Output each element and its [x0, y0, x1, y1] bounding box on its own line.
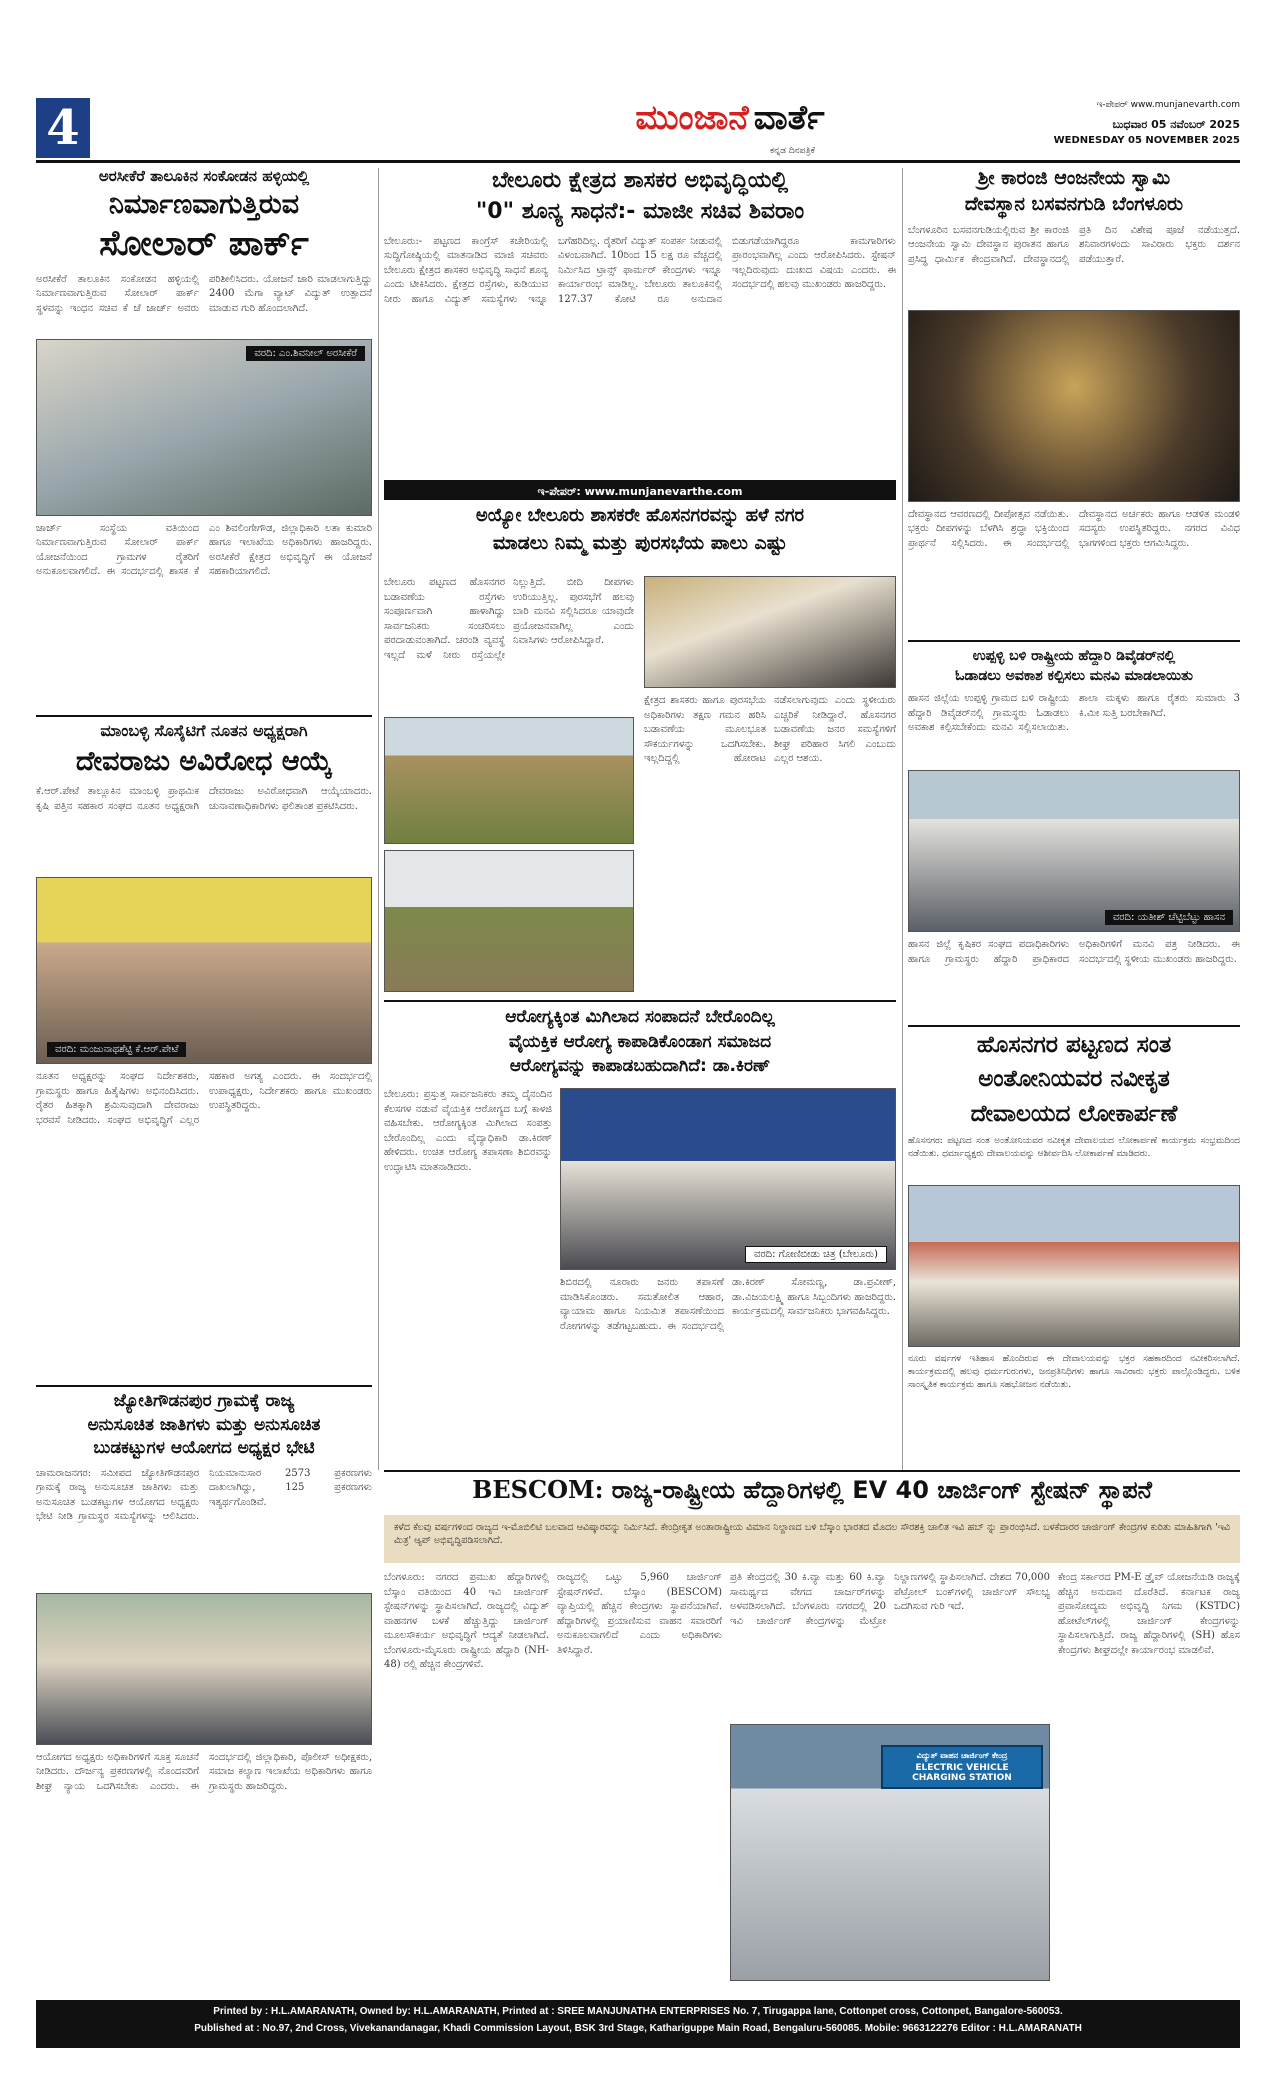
bescom-body-2: ರಾಜ್ಯದಲ್ಲಿ ಒಟ್ಟು 5,960 ಚಾರ್ಜಿಂಗ್ ಸ್ಟೇಷನ್‌ಗಳಿವೆ. ಬೆಸ್ಕಾಂ (BESCOM) ವ್ಯಾಪ್ತಿಯಲ್ಲಿ ಹೆಚ್ಚಿನ ಕೇಂದ್ರಗಳು ಸ್ಥಾಪನೆಯಾಗಿವೆ. ಹೆದ್ದಾರಿಗಳಲ್ಲಿ ಪ್ರಯಾಣಿಸುವ ವಾಹನ ಸವಾರರಿಗೆ ಅನುಕೂಲವಾಗಲಿದೆ ಎಂದು ಅಧಿಕಾರಿಗಳು ತಿಳಿಸಿದ್ದಾರೆ. — [557, 1572, 722, 1656]
church-body: ನೂರು ವರ್ಷಗಳ ಇತಿಹಾಸ ಹೊಂದಿರುವ ಈ ದೇವಾಲಯವನ್ನು ಭಕ್ತರ ಸಹಕಾರದಿಂದ ನವೀಕರಿಸಲಾಗಿದೆ. ಕಾರ್ಯಕ್ರಮದಲ್ಲಿ ಹಲವು ಧರ್ಮಗುರುಗಳು, ಜನಪ್ರತಿನಿಧಿಗಳು ಹಾಗೂ ಸಾವಿರಾರು ಭಕ್ತರು ಪಾಲ್ಗೊಂಡಿದ್ದರು. ಬಳಿಕ ಸಾಂಸ್ಕೃತಿಕ ಕಾರ್ಯಕ್ರಮ ಹಾಗೂ ಸಹಭೋಜನ ನಡೆಯಿತು. — [908, 1354, 1240, 1391]
belur-headline-2: "0" ಶೂನ್ಯ ಸಾಧನೆ:- ಮಾಜೀ ಸಚಿವ ಶಿವರಾಂ — [475, 199, 805, 225]
jyothi-body-2: ಆಯೋಗದ ಅಧ್ಯಕ್ಷರು ಅಧಿಕಾರಿಗಳಿಗೆ ಸೂಕ್ತ ಸೂಚನೆ ನೀಡಿದರು. ದೌರ್ಜನ್ಯ ಪ್ರಕರಣಗಳಲ್ಲಿ ನೊಂದವರಿಗೆ ಶೀಘ್ರ ನ್ಯಾಯ ಒದಗಿಸಬೇಕು ಎಂದರು. ಈ ಸಂದರ್ಭದಲ್ಲಿ ಜಿಲ್ಲಾಧಿಕಾರಿ, ಪೊಲೀಸ್ ಅಧೀಕ್ಷಕರು, ಸಮಾಜ ಕಲ್ಯಾಣ ಇಲಾಖೆಯ ಅಧಿಕಾರಿಗಳು ಹಾಗೂ ಗ್ರಾಮಸ್ಥರು ಹಾಜರಿದ್ದರು. — [36, 1751, 372, 1792]
masthead-date-kn: ಬುಧವಾರ 05 ನವೆಂಬರ್ 2025 — [1112, 118, 1240, 131]
section-rule — [908, 640, 1240, 642]
solar-headline-1: ನಿರ್ಮಾಣವಾಗುತ್ತಿರುವ — [108, 189, 300, 221]
jyothi-photo — [36, 1593, 372, 1745]
masthead-website: ಇ-ಪೇಪರ್ www.munjanevarth.com — [1096, 100, 1240, 110]
karanji-headline-2: ದೇವಸ್ಥಾನ ಬಸವನಗುಡಿ ಬೆಂಗಳೂರು — [964, 192, 1184, 215]
bescom-lead-box — [384, 1515, 1240, 1563]
mamballi-kicker: ಮಾಂಬಳ್ಳಿ ಸೊಸೈಟಿಗೆ ನೂತನ ಅಧ್ಯಕ್ಷರಾಗಿ — [100, 721, 308, 740]
church-headline-1: ಹೊಸನಗರ ಪಟ್ಟಣದ ಸಂತ — [976, 1032, 1172, 1058]
bescom-body-3: ಪ್ರತಿ ಕೇಂದ್ರದಲ್ಲಿ 30 ಕಿ.ವ್ಯಾ ಮತ್ತು 60 ಕಿ.ವ್ಯಾ ಸಾಮರ್ಥ್ಯದ ವೇಗದ ಚಾರ್ಜರ್‌ಗಳನ್ನು ಅಳವಡಿಸಲಾಗಿದೆ. ಬೆಂಗಳೂರು ನಗರದಲ್ಲಿ 20 ಇವಿ ಚಾರ್ಜಿಂಗ್ ಕೇಂದ್ರಗಳನ್ನು ಮೆಟ್ರೋ ನಿಲ್ದಾಣಗಳಲ್ಲಿ ಸ್ಥಾಪಿಸಲಾಗಿದೆ. ದೇಶದ 70,000 ಪೆಟ್ರೋಲ್ ಬಂಕ್‌ಗಳಲ್ಲಿ ಚಾರ್ಜಿಂಗ್ ಸೌಲಭ್ಯ ಒದಗಿಸುವ ಗುರಿ ಇದೆ. — [730, 1572, 1050, 1627]
page-number-box — [36, 98, 90, 158]
article-solar-park — [36, 168, 372, 713]
uppalli-headline-2: ಓಡಾಡಲು ಅವಕಾಶ ಕಲ್ಪಿಸಲು ಮನವಿ ಮಾಡಲಾಯಿತು — [955, 668, 1193, 685]
article-jyothigowdanapura — [36, 1392, 372, 1997]
hosanagara-road-photo-1 — [384, 717, 634, 844]
karanji-body-2: ದೇವಸ್ಥಾನದ ಆವರಣದಲ್ಲಿ ದೀಪೋತ್ಸವ ನಡೆಯಿತು. ಭಕ್ತರು ದೀಪಗಳನ್ನು ಬೆಳಗಿಸಿ ಶ್ರದ್ಧಾ ಭಕ್ತಿಯಿಂದ ಪ್ರಾರ್ಥನೆ ಸಲ್ಲಿಸಿದರು. ಈ ಸಂದರ್ಭದಲ್ಲಿ ದೇವಸ್ಥಾನದ ಅರ್ಚಕರು ಹಾಗೂ ಆಡಳಿತ ಮಂಡಳಿ ಸದಸ್ಯರು ಉಪಸ್ಥಿತರಿದ್ದರು. ನಗರದ ವಿವಿಧ ಭಾಗಗಳಿಂದ ಭಕ್ತರು ಆಗಮಿಸಿದ್ದರು. — [908, 508, 1240, 549]
bescom-lead: ಕಳೆದ ಕೆಲವು ವರ್ಷಗಳಿಂದ ರಾಜ್ಯದ ಇ-ಮೊಬಿಲಿಟಿ ಬಲವಾದ ಆವಿಷ್ಕಾರವನ್ನು ನಿರ್ಮಿಸಿದೆ. ಕೇಂದ್ರೀಕೃತ ಅಂತಾರಾಷ್ಟ್ರೀಯ ವಿಮಾನ ನಿಲ್ದಾಣದ ಬಳಿ ಬೆಸ್ಕಾಂ ಭಾರತದ ಮೊದಲ ಸೌರಶಕ್ತಿ ಚಾಲಿತ ಇವಿ ಹಬ್ ನ್ನು ಪ್ರಾರಂಭಿಸಿದೆ. ಬಳಕೆದಾರರ ಚಾರ್ಜಿಂಗ್ ಕೇಂದ್ರಗಳ ಕುರಿತು ಮಾಹಿತಿಗಾಗಿ 'ಇವಿ ಮಿತ್ರ' ಆ್ಯಪ್ ಅಭಿವೃದ್ಧಿಪಡಿಸಲಾಗಿದೆ. — [394, 1521, 1230, 1547]
mamballi-photo-caption: ವರದಿ: ಮಂಜುನಾಥಶೆಟ್ಟಿ ಕೆ.ಆರ್.ಪೇಟೆ — [47, 1042, 186, 1057]
health-body-2: ಶಿಬಿರದಲ್ಲಿ ನೂರಾರು ಜನರು ತಪಾಸಣೆ ಮಾಡಿಸಿಕೊಂಡರು. ಸಮತೋಲಿತ ಆಹಾರ, ವ್ಯಾಯಾಮ ಹಾಗೂ ನಿಯಮಿತ ತಪಾಸಣೆಯಿಂದ ರೋಗಗಳನ್ನು ತಡೆಗಟ್ಟಬಹುದು. ಈ ಸಂದರ್ಭದಲ್ಲಿ ಡಾ.ಕಿರಣ್ ಸೋಮಣ್ಣ, ಡಾ.ಪ್ರವೀಣ್, ಡಾ.ವಿಜಯಲಕ್ಷ್ಮಿ ಹಾಗೂ ಸಿಬ್ಬಂದಿಗಳು ಹಾಜರಿದ್ದರು. ಕಾರ್ಯಕ್ರಮದಲ್ಲಿ ಸಾರ್ವಜನಿಕರು ಭಾಗವಹಿಸಿದ್ದರು. — [560, 1277, 896, 1332]
solar-kicker: ಅರಸೀಕೆರೆ ತಾಲೂಕಿನ ಸಂಕೋಡನ ಹಳ್ಳಿಯಲ್ಲಿ — [98, 167, 310, 185]
health-headline-1: ಆರೋಗ್ಯಕ್ಕಿಂತ ಮಿಗಿಲಾದ ಸಂಪಾದನೆ ಬೇರೊಂದಿಲ್ಲ — [505, 1007, 775, 1027]
jyothi-body-1: ಚಾಮರಾಜನಗರ: ಸಮೀಪದ ಜ್ಯೋತಿಗೌಡನಪುರ ಗ್ರಾಮಕ್ಕೆ ರಾಜ್ಯ ಅನುಸೂಚಿತ ಜಾತಿಗಳು ಮತ್ತು ಅನುಸೂಚಿತ ಬುಡಕಟ್ಟುಗಳ ಆಯೋಗದ ಅಧ್ಯಕ್ಷರು ಭೇಟಿ ನೀಡಿ ಗ್ರಾಮಸ್ಥರ ಸಮಸ್ಯೆಗಳನ್ನು ಆಲಿಸಿದರು. ನಿಯಮಾನುಸಾರ 2573 ಪ್ರಕರಣಗಳು ದಾಖಲಾಗಿದ್ದು, 125 ಪ್ರಕರಣಗಳು ಇತ್ಯರ್ಥಗೊಂಡಿವೆ. — [36, 1467, 372, 1523]
section-rule — [36, 1385, 372, 1387]
uppalli-body-1: ಹಾಸನ ಜಿಲ್ಲೆಯ ಉಪ್ಪಳ್ಳಿ ಗ್ರಾಮದ ಬಳಿ ರಾಷ್ಟ್ರೀಯ ಹೆದ್ದಾರಿ ಡಿವೈಡರ್‌ನಲ್ಲಿ ಗ್ರಾಮಸ್ಥರು ಓಡಾಡಲು ಅವಕಾಶ ಕಲ್ಪಿಸಬೇಕೆಂದು ಮನವಿ ಸಲ್ಲಿಸಲಾಯಿತು. ಶಾಲಾ ಮಕ್ಕಳು ಹಾಗೂ ರೈತರು ಸುಮಾರು 3 ಕಿ.ಮೀ ಸುತ್ತಿ ಬರಬೇಕಾಗಿದೆ. — [908, 693, 1240, 734]
bescom-headline — [384, 1476, 1240, 1505]
solar-body-1: ಅರಸೀಕೆರೆ ತಾಲೂಕಿನ ಸಂಕೋಡನ ಹಳ್ಳಿಯಲ್ಲಿ ನಿರ್ಮಾಣವಾಗುತ್ತಿರುವ ಸೋಲಾರ್ ಪಾರ್ಕ್ ಸ್ಥಳವನ್ನು ಇಂಧನ ಸಚಿವ ಕೆ ಜೆ ಜಾರ್ಜ್ ಅವರು ಪರಿಶೀಲಿಸಿದರು. ಯೋಜನೆ ಜಾರಿ ಮಾಡಲಾಗುತ್ತಿದ್ದು 2400 ಮೆಗಾ ವ್ಯಾಟ್ ವಿದ್ಯುತ್ ಉತ್ಪಾದನೆ ಮಾಡುವ ಗುರಿ ಹೊಂದಲಾಗಿದೆ. — [36, 273, 372, 314]
jyothi-headline-2: ಅನುಸೂಚಿತ ಜಾತಿಗಳು ಮತ್ತು ಅನುಸೂಚಿತ — [87, 1414, 321, 1435]
temple-photo — [908, 310, 1240, 502]
health-headline-3: ಆರೋಗ್ಯವನ್ನು ಕಾಪಾಡಬಹುದಾಗಿದೆ: ಡಾ.ಕಿರಣ್ — [509, 1056, 771, 1077]
column-divider — [378, 168, 379, 1470]
ev-station-photo — [730, 1724, 1050, 1981]
hosanagara-right — [644, 576, 896, 996]
section-rule — [384, 1470, 1240, 1472]
ev-station-sign-en: ELECTRIC VEHICLE CHARGING STATION — [912, 1763, 1012, 1783]
bescom-body-4: ಕೇಂದ್ರ ಸರ್ಕಾರದ PM-E ಡ್ರೈವ್ ಯೋಜನೆಯಡಿ ರಾಜ್ಯಕ್ಕೆ ಹೆಚ್ಚಿನ ಅನುದಾನ ದೊರೆತಿದೆ. ಕರ್ನಾಟಕ ರಾಜ್ಯ ಪ್ರವಾಸೋದ್ಯಮ ಅಭಿವೃದ್ಧಿ ನಿಗಮ (KSTDC) ಹೋಟೆಲ್‌ಗಳಲ್ಲಿ ಚಾರ್ಜಿಂಗ್ ಕೇಂದ್ರಗಳನ್ನು ಸ್ಥಾಪಿಸಲಾಗುತ್ತಿದೆ. ರಾಜ್ಯ ಹೆದ್ದಾರಿಗಳಲ್ಲಿ (SH) ಹೊಸ ಕೇಂದ್ರಗಳು ಶೀಘ್ರದಲ್ಲೇ ಕಾರ್ಯಾರಂಭ ಮಾಡಲಿವೆ. — [1058, 1572, 1240, 1656]
karanji-body-1: ಬೆಂಗಳೂರಿನ ಬಸವನಗುಡಿಯಲ್ಲಿರುವ ಶ್ರೀ ಕಾರಂಜಿ ಆಂಜನೇಯ ಸ್ವಾಮಿ ದೇವಸ್ಥಾನ ಪುರಾತನ ಹಾಗೂ ಪ್ರಸಿದ್ಧ ಧಾರ್ಮಿಕ ಕೇಂದ್ರವಾಗಿದೆ. ದೇವಸ್ಥಾನದಲ್ಲಿ ಪ್ರತಿ ದಿನ ವಿಶೇಷ ಪೂಜೆ ನಡೆಯುತ್ತದೆ. ಶನಿವಾರಗಳಂದು ಸಾವಿರಾರು ಭಕ್ತರು ದರ್ಶನ ಪಡೆಯುತ್ತಾರೆ. — [908, 224, 1240, 265]
article-mamballi — [36, 722, 372, 1362]
church-headline-3: ದೇವಾಲಯದ ಲೋಕಾರ್ಪಣೆ — [970, 1100, 1178, 1127]
ev-station-sign-kn: ವಿದ್ಯುತ್ ವಾಹನ ಚಾರ್ಜಿಂಗ್ ಕೇಂದ್ರ — [916, 1751, 1008, 1760]
page-number: 4 — [46, 100, 80, 156]
hosanagara-left — [384, 576, 634, 996]
health-headline-2: ವೈಯಕ್ತಿಕ ಆರೋಗ್ಯ ಕಾಪಾಡಿಕೊಂಡಾಗ ಸಮಾಜದ — [508, 1031, 772, 1052]
belur-body: ಬೇಲೂರು:- ಪಟ್ಟಣದ ಕಾಂಗ್ರೆಸ್ ಕಚೇರಿಯಲ್ಲಿ ಸುದ್ದಿಗೋಷ್ಠಿಯಲ್ಲಿ ಮಾತನಾಡಿದ ಮಾಜಿ ಸಚಿವರು ಬೇಲೂರು ಕ್ಷೇತ್ರದ ಶಾಸಕರ ಅಭಿವೃದ್ಧಿ ಸಾಧನೆ ಶೂನ್ಯ ಎಂದು ಟೀಕಿಸಿದರು. ಕ್ಷೇತ್ರದ ರಸ್ತೆಗಳು, ಕುಡಿಯುವ ನೀರು ಹಾಗೂ ವಿದ್ಯುತ್ ಸಮಸ್ಯೆಗಳು ಇನ್ನೂ ಬಗೆಹರಿದಿಲ್ಲ. ರೈತರಿಗೆ ವಿದ್ಯುತ್ ಸಂಪರ್ಕ ನೀಡುವಲ್ಲಿ ವಿಳಂಬವಾಗಿದೆ. 10ರಿಂದ 15 ಲಕ್ಷ ರೂ ವೆಚ್ಚದಲ್ಲಿ ನಿರ್ಮಿಸಿದ ಟ್ರಾನ್ಸ್ ಫಾರ್ಮರ್ ಕೇಂದ್ರಗಳು ಇನ್ನೂ ಕಾರ್ಯಾರಂಭ ಮಾಡಿಲ್ಲ. ಬೇಲೂರು ತಾಲೂಕಿನಲ್ಲಿ 127.37 ಕೋಟಿ ರೂ ಅನುದಾನ ಬಿಡುಗಡೆಯಾಗಿದ್ದರೂ ಕಾಮಗಾರಿಗಳು ಪ್ರಾರಂಭವಾಗಿಲ್ಲ ಎಂದು ಆರೋಪಿಸಿದರು. ಸ್ಟೇಷನ್ ಇಲ್ಲದಿರುವುದು ದುಃಖದ ವಿಷಯ ಎಂದರು. ಈ ಸಂದರ್ಭದಲ್ಲಿ ಹಲವು ಮುಖಂಡರು ಹಾಜರಿದ್ದರು. — [384, 235, 896, 305]
church-lead: ಹೊಸನಗರ: ಪಟ್ಟಣದ ಸಂತ ಅಂತೋನಿಯವರ ನವೀಕೃತ ದೇವಾಲಯದ ಲೋಕಾರ್ಪಣೆ ಕಾರ್ಯಕ್ರಮ ಸಂಭ್ರಮದಿಂದ ನಡೆಯಿತು. ಧರ್ಮಾಧ್ಯಕ್ಷರು ದೇವಾಲಯವನ್ನು ಆಶೀರ್ವದಿಸಿ ಲೋಕಾರ್ಪಣೆ ಮಾಡಿದರು. — [908, 1136, 1240, 1160]
health-photo-caption: ವರದಿ: ಗೋಣಿಬೀಡು ಚಿತ್ರ (ಬೇಲೂರು) — [745, 1246, 887, 1263]
bescom-col-2 — [557, 1571, 722, 1991]
solar-photo-caption: ವರದಿ: ಎಂ.ಶಿವನೀಲ್ ಅರಸೀಕೆರೆ — [246, 346, 365, 361]
section-rule — [384, 1000, 896, 1002]
health-right — [560, 1088, 896, 1468]
karanji-headline-1: ಶ್ರೀ ಕಾರಂಜಿ ಆಂಜನೇಯ ಸ್ವಾಮಿ — [977, 167, 1171, 189]
column-divider — [902, 168, 903, 1470]
masthead-logo — [560, 98, 900, 146]
hosanagara-headline-2: ಮಾಡಲು ನಿಮ್ಮ ಮತ್ತು ಪುರಸಭೆಯ ಪಾಲು ಎಷ್ಟು — [492, 531, 788, 554]
section-rule — [36, 715, 372, 717]
article-church — [908, 1032, 1240, 1470]
article-uppalli — [908, 648, 1240, 1023]
bescom-headline-en: BESCOM: — [472, 1475, 604, 1504]
hosanagara-body-2: ಕ್ಷೇತ್ರದ ಶಾಸಕರು ಹಾಗೂ ಪುರಸಭೆಯ ಅಧಿಕಾರಿಗಳು ತಕ್ಷಣ ಗಮನ ಹರಿಸಿ ಬಡಾವಣೆಯ ಮೂಲಭೂತ ಸೌಕರ್ಯಗಳನ್ನು ಒದಗಿಸಬೇಕು. ಇಲ್ಲದಿದ್ದಲ್ಲಿ ಹೋರಾಟ ನಡೆಸಲಾಗುವುದು ಎಂದು ಸ್ಥಳೀಯರು ಎಚ್ಚರಿಕೆ ನೀಡಿದ್ದಾರೆ. ಹೊಸನಗರ ಬಡಾವಣೆಯ ಜನರ ಸಮಸ್ಯೆಗಳಿಗೆ ಶೀಘ್ರ ಪರಿಹಾರ ಸಿಗಲಿ ಎಂಬುದು ಎಲ್ಲರ ಆಶಯ. — [644, 695, 896, 764]
solar-headline-2: ಸೋಲಾರ್ ಪಾರ್ಕ್ — [99, 224, 309, 265]
jyothi-headline-3: ಬುಡಕಟ್ಟುಗಳ ಆಯೋಗದ ಅಧ್ಯಕ್ಷರ ಭೇಟಿ — [93, 1438, 315, 1459]
mamballi-body-2: ನೂತನ ಅಧ್ಯಕ್ಷರನ್ನು ಸಂಘದ ನಿರ್ದೇಶಕರು, ಗ್ರಾಮಸ್ಥರು ಹಾಗೂ ಹಿತೈಷಿಗಳು ಅಭಿನಂದಿಸಿದರು. ರೈತರ ಹಿತಕ್ಕಾಗಿ ಶ್ರಮಿಸುವುದಾಗಿ ದೇವರಾಜು ಭರವಸೆ ನೀಡಿದರು. ಸಂಘದ ಅಭಿವೃದ್ಧಿಗೆ ಎಲ್ಲರ ಸಹಕಾರ ಅಗತ್ಯ ಎಂದರು. ಈ ಸಂದರ್ಭದಲ್ಲಿ ಉಪಾಧ್ಯಕ್ಷರು, ನಿರ್ದೇಶಕರು ಹಾಗೂ ಮುಖಂಡರು ಉಪಸ್ಥಿತರಿದ್ದರು. — [36, 1071, 372, 1126]
article-hosanagara — [384, 506, 896, 996]
article-karanji — [908, 168, 1240, 638]
uppalli-headline-1: ಉಪ್ಪಳ್ಳಿ ಬಳಿ ರಾಷ್ಟ್ರೀಯ ಹೆದ್ದಾರಿ ಡಿವೈಡರ್‌ನಲ್ಲಿ — [972, 648, 1176, 664]
uppalli-photo-caption: ವರದಿ: ಯತೀಶ್ ಚೆಟ್ಟಿಬೆಟ್ಟು ಹಾಸನ — [1105, 910, 1233, 925]
bescom-headline-kn: ರಾಜ್ಯ-ರಾಷ್ಟ್ರೀಯ ಹೆದ್ದಾರಿಗಳಲ್ಲಿ EV 40 ಚಾರ್ಜಿಂಗ್ ಸ್ಟೇಷನ್ ಸ್ಥಾಪನೆ — [611, 1476, 1152, 1504]
masthead-rule — [36, 160, 1240, 163]
imprint-footer — [36, 2000, 1240, 2048]
uppalli-body-2: ಹಾಸನ ಜಿಲ್ಲೆ ಕೃಷಿಕರ ಸಂಘದ ಪದಾಧಿಕಾರಿಗಳು ಹಾಗೂ ಗ್ರಾಮಸ್ಥರು ಹೆದ್ದಾರಿ ಪ್ರಾಧಿಕಾರದ ಅಧಿಕಾರಿಗಳಿಗೆ ಮನವಿ ಪತ್ರ ನೀಡಿದರು. ಈ ಸಂದರ್ಭದಲ್ಲಿ ಸ್ಥಳೀಯ ಮುಖಂಡರು ಹಾಜರಿದ್ದರು. — [908, 939, 1240, 965]
mla-portrait-photo — [644, 576, 896, 688]
jyothi-headline-1: ಜ್ಯೋತಿಗೌಡನಪುರ ಗ್ರಾಮಕ್ಕೆ ರಾಜ್ಯ — [113, 1391, 295, 1411]
masthead-date-en: WEDNESDAY 05 NOVEMBER 2025 — [1053, 135, 1240, 146]
article-health — [384, 1008, 896, 1468]
mamballi-photo — [36, 877, 372, 1064]
solar-photo — [36, 339, 372, 516]
article-belur — [384, 168, 896, 473]
mamballi-headline: ದೇವರಾಜು ಅವಿರೋಧ ಆಯ್ಕೆ — [75, 746, 333, 778]
church-photo — [908, 1185, 1240, 1347]
article-bescom — [384, 1476, 1240, 1996]
belur-headline-1: ಬೇಲೂರು ಕ್ಷೇತ್ರದ ಶಾಸಕರ ಅಭಿವೃದ್ಧಿಯಲ್ಲಿ — [491, 168, 789, 193]
imprint-line-2: Published at : No.97, 2nd Cross, Vivekanandanagar, Khadi Commission Layout, BSK 3rd Stage, Kathariguppe Main Road, Bengaluru-560085. Mobile: 9663122276 Editor : H.L.AMARANATH — [194, 2023, 1082, 2034]
uppalli-photo — [908, 770, 1240, 932]
website-bar — [384, 480, 896, 500]
imprint-line-1: Printed by : H.L.AMARANATH, Owned by: H.L.AMARANATH, Printed at : SREE MANJUNATHA ENTERPRISES No. 7, Tirugappa lane, Cottonpet cross, Cottonpet, Bangalore-560053. — [213, 2006, 1063, 2017]
bescom-col-4 — [1058, 1571, 1240, 1991]
hosanagara-headline-1: ಅಯ್ಯೋ ಬೇಲೂರು ಶಾಸಕರೇ ಹೊಸನಗರವನ್ನು ಹಳೆ ನಗರ — [475, 505, 805, 526]
masthead-name-2: ವಾರ್ತೆ — [753, 98, 825, 138]
masthead-name-1: ಮುಂಜಾನೆ — [635, 98, 749, 138]
mamballi-body-1: ಕೆ.ಆರ್.ಪೇಟೆ ತಾಲ್ಲೂಕಿನ ಮಾಂಬಳ್ಳಿ ಪ್ರಾಥಮಿಕ ಕೃಷಿ ಪತ್ತಿನ ಸಹಕಾರ ಸಂಘದ ನೂತನ ಅಧ್ಯಕ್ಷರಾಗಿ ದೇವರಾಜು ಅವಿರೋಧವಾಗಿ ಆಯ್ಕೆಯಾದರು. ಚುನಾವಣಾಧಿಕಾರಿಗಳು ಫಲಿತಾಂಶ ಪ್ರಕಟಿಸಿದರು. — [36, 786, 372, 812]
hosanagara-body-1: ಬೇಲೂರು ಪಟ್ಟಣದ ಹೊಸನಗರ ಬಡಾವಣೆಯ ರಸ್ತೆಗಳು ಸಂಪೂರ್ಣವಾಗಿ ಹಾಳಾಗಿದ್ದು ಸಾರ್ವಜನಿಕರು ಸಂಚರಿಸಲು ಪರದಾಡುವಂತಾಗಿದೆ. ಚರಂಡಿ ವ್ಯವಸ್ಥೆ ಇಲ್ಲದೆ ಮಳೆ ನೀರು ರಸ್ತೆಯಲ್ಲೇ ನಿಲ್ಲುತ್ತಿದೆ. ಬೀದಿ ದೀಪಗಳು ಉರಿಯುತ್ತಿಲ್ಲ. ಪುರಸಭೆಗೆ ಹಲವು ಬಾರಿ ಮನವಿ ಸಲ್ಲಿಸಿದರೂ ಯಾವುದೇ ಪ್ರಯೋಜನವಾಗಿಲ್ಲ ಎಂದು ನಿವಾಸಿಗಳು ಆರೋಪಿಸಿದ್ದಾರೆ. — [384, 577, 634, 661]
church-headline-2: ಅಂತೋನಿಯವರ ನವೀಕೃತ — [978, 1066, 1170, 1093]
bescom-col-3 — [730, 1571, 1050, 1991]
ev-station-sign — [881, 1745, 1043, 1789]
solar-body-2: ಜಾರ್ಜ್ ಸಂಸ್ಥೆಯ ವತಿಯಿಂದ ನಿರ್ಮಾಣವಾಗುತ್ತಿರುವ ಸೋಲಾರ್ ಪಾರ್ಕ್ ಯೋಜನೆಯಿಂದ ಗ್ರಾಮಗಳ ರೈತರಿಗೆ ಅನುಕೂಲವಾಗಲಿದೆ. ಈ ಸಂದರ್ಭದಲ್ಲಿ ಶಾಸಕ ಕೆ ಎಂ ಶಿವಲಿಂಗೇಗೌಡ, ಜಿಲ್ಲಾಧಿಕಾರಿ ಲತಾ ಕುಮಾರಿ ಹಾಗೂ ಇಲಾಖೆಯ ಅಧಿಕಾರಿಗಳು ಹಾಜರಿದ್ದರು. ಅರಸೀಕೆರೆ ಕ್ಷೇತ್ರದ ಅಭಿವೃದ್ಧಿಗೆ ಈ ಯೋಜನೆ ಸಹಕಾರಿಯಾಗಲಿದೆ. — [36, 522, 372, 578]
section-rule — [908, 1025, 1240, 1027]
hosanagara-road-photo-2 — [384, 850, 634, 992]
health-body-1: ಬೇಲೂರು: ಪ್ರಸ್ತುತ್ತ ಸಾರ್ವಜನಿಕರು ತಮ್ಮ ದೈನಂದಿನ ಕೆಲಸಗಳ ನಡುವೆ ವೈಯಕ್ತಿಕ ಆರೋಗ್ಯದ ಬಗ್ಗೆ ಕಾಳಜಿ ವಹಿಸಬೇಕು. ಆರೋಗ್ಯಕ್ಕಿಂತ ಮಿಗಿಲಾದ ಸಂಪತ್ತು ಬೇರೊಂದಿಲ್ಲ ಎಂದು ವೈದ್ಯಾಧಿಕಾರಿ ಡಾ.ಕಿರಣ್ ಹೇಳಿದರು. ಉಚಿತ ಆರೋಗ್ಯ ತಪಾಸಣಾ ಶಿಬಿರವನ್ನು ಉದ್ಘಾಟಿಸಿ ಮಾತನಾಡಿದರು. — [384, 1089, 552, 1173]
website-bar-text: ಇ-ಪೇಪರ್: www.munjanevarthe.com — [537, 485, 743, 498]
health-left — [384, 1088, 552, 1468]
masthead-tagline: ಕನ್ನಡ ದಿನಪತ್ರಿಕೆ — [770, 146, 816, 156]
bescom-col-1 — [384, 1571, 549, 1991]
bescom-body-1: ಬೆಂಗಳೂರು: ನಗರದ ಪ್ರಮುಖ ಹೆದ್ದಾರಿಗಳಲ್ಲಿ ಬೆಸ್ಕಾಂ ವತಿಯಿಂದ 40 ಇವಿ ಚಾರ್ಜಿಂಗ್ ಸ್ಟೇಷನ್‌ಗಳನ್ನು ಸ್ಥಾಪಿಸಲಾಗಿದೆ. ರಾಜ್ಯದಲ್ಲಿ ವಿದ್ಯುತ್ ವಾಹನಗಳ ಬಳಕೆ ಹೆಚ್ಚುತ್ತಿದ್ದು ಚಾರ್ಜಿಂಗ್ ಮೂಲಸೌಕರ್ಯ ಅಭಿವೃದ್ಧಿಗೆ ಆದ್ಯತೆ ನೀಡಲಾಗಿದೆ. ಬೆಂಗಳೂರು-ಮೈಸೂರು ರಾಷ್ಟ್ರೀಯ ಹೆದ್ದಾರಿ (NH-48) ರಲ್ಲಿ ಹೆಚ್ಚಿನ ಕೇಂದ್ರಗಳಿವೆ. — [384, 1572, 549, 1670]
health-photo — [560, 1088, 896, 1270]
